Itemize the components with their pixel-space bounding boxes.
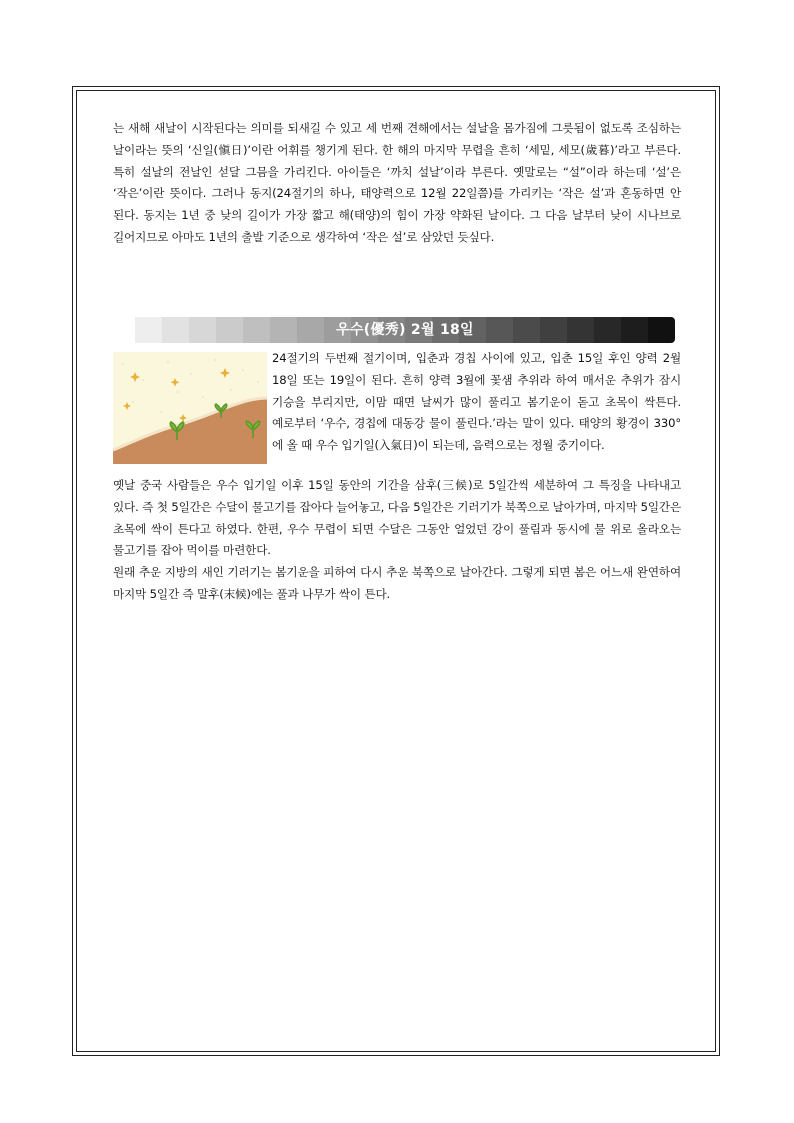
sprout-hill-illustration [113, 352, 267, 464]
body-paragraphs [113, 475, 681, 606]
side-text: 24절기의 두번째 절기이며, 입춘과 경칩 사이에 있고, 입춘 15일 후인 양력 2월 18일 또는 19일이 된다. 흔히 양력 3월에 꽃샘 추위라 하여 매서운 추위가 잠시 기승을 부리지만, 이맘 때면 날씨가 많이 풀리고 봄기운이 돋고 초목이 싹튼다. 예로부터 ‘우수, 경칩에 대동강 물이 풀린다.’라는 말이 있다. 태양의 황경이 330°에 올 때 우수 입기일(入氣日)이 되는데, 음력으로는 정월 중기이다. [272, 351, 681, 453]
section-title: 우수(優秀) 2월 18일 [336, 322, 474, 338]
intro-paragraph [113, 118, 681, 249]
body-paragraph-1: 옛날 중국 사람들은 우수 입기일 이후 15일 동안의 기간을 삼후(三候)로 5일간씩 세분하여 그 특징을 나타내고 있다. 즉 첫 5일간은 수달이 물고기를 잡아다 늘어놓고, 다음 5일간은 기러기가 북쪽으로 날아가며, 마지막 5일간은 초목에 싹이 튼다고 하였다. 한편, 우수 무렵이 되면 수달은 그동안 얼었던 강이 풀림과 동시에 물 위로 올라오는 물고기를 잡아 먹이를 마련한다. [113, 478, 681, 558]
body-paragraph-2: 원래 추운 지방의 새인 기러기는 봄기운을 피하여 다시 추운 북쪽으로 날아간다. 그렇게 되면 봄은 어느새 완연하여 마지막 5일간 즉 말후(末候)에는 풀과 나무가 싹이 튼다. [113, 565, 681, 601]
intro-text: 는 새해 새날이 시작된다는 의미를 되새길 수 있고 세 번째 견해에서는 설날을 몸가짐에 그릇됨이 없도록 조심하는 날이라는 뜻의 ‘신일(愼日)’이란 어휘를 챙기게 된다. 한 해의 마지막 무렵을 흔히 ‘세밑, 세모(歲暮)’라고 부른다. 특히 설날의 전날인 섣달 그믐을 가리킨다. 아이들은 ‘까치 설날’이라 부른다. 옛말로는 “설”이라 하는데 ‘설’은 ‘작은’이란 뜻이다. 그러나 동지(24절기의 하나, 태양력으로 12월 22일쯤)를 가리키는 ‘작은 설’과 혼동하면 안 된다. 동지는 1년 중 낮의 길이가 가장 짧고 해(태양)의 힘이 가장 약화된 날이다. 그 다음 날부터 낮이 시나브로 길어지므로 아마도 1년의 출발 기준으로 생각하여 ‘작은 설’로 삼았던 듯싶다. [113, 121, 681, 244]
side-paragraph [272, 348, 681, 457]
